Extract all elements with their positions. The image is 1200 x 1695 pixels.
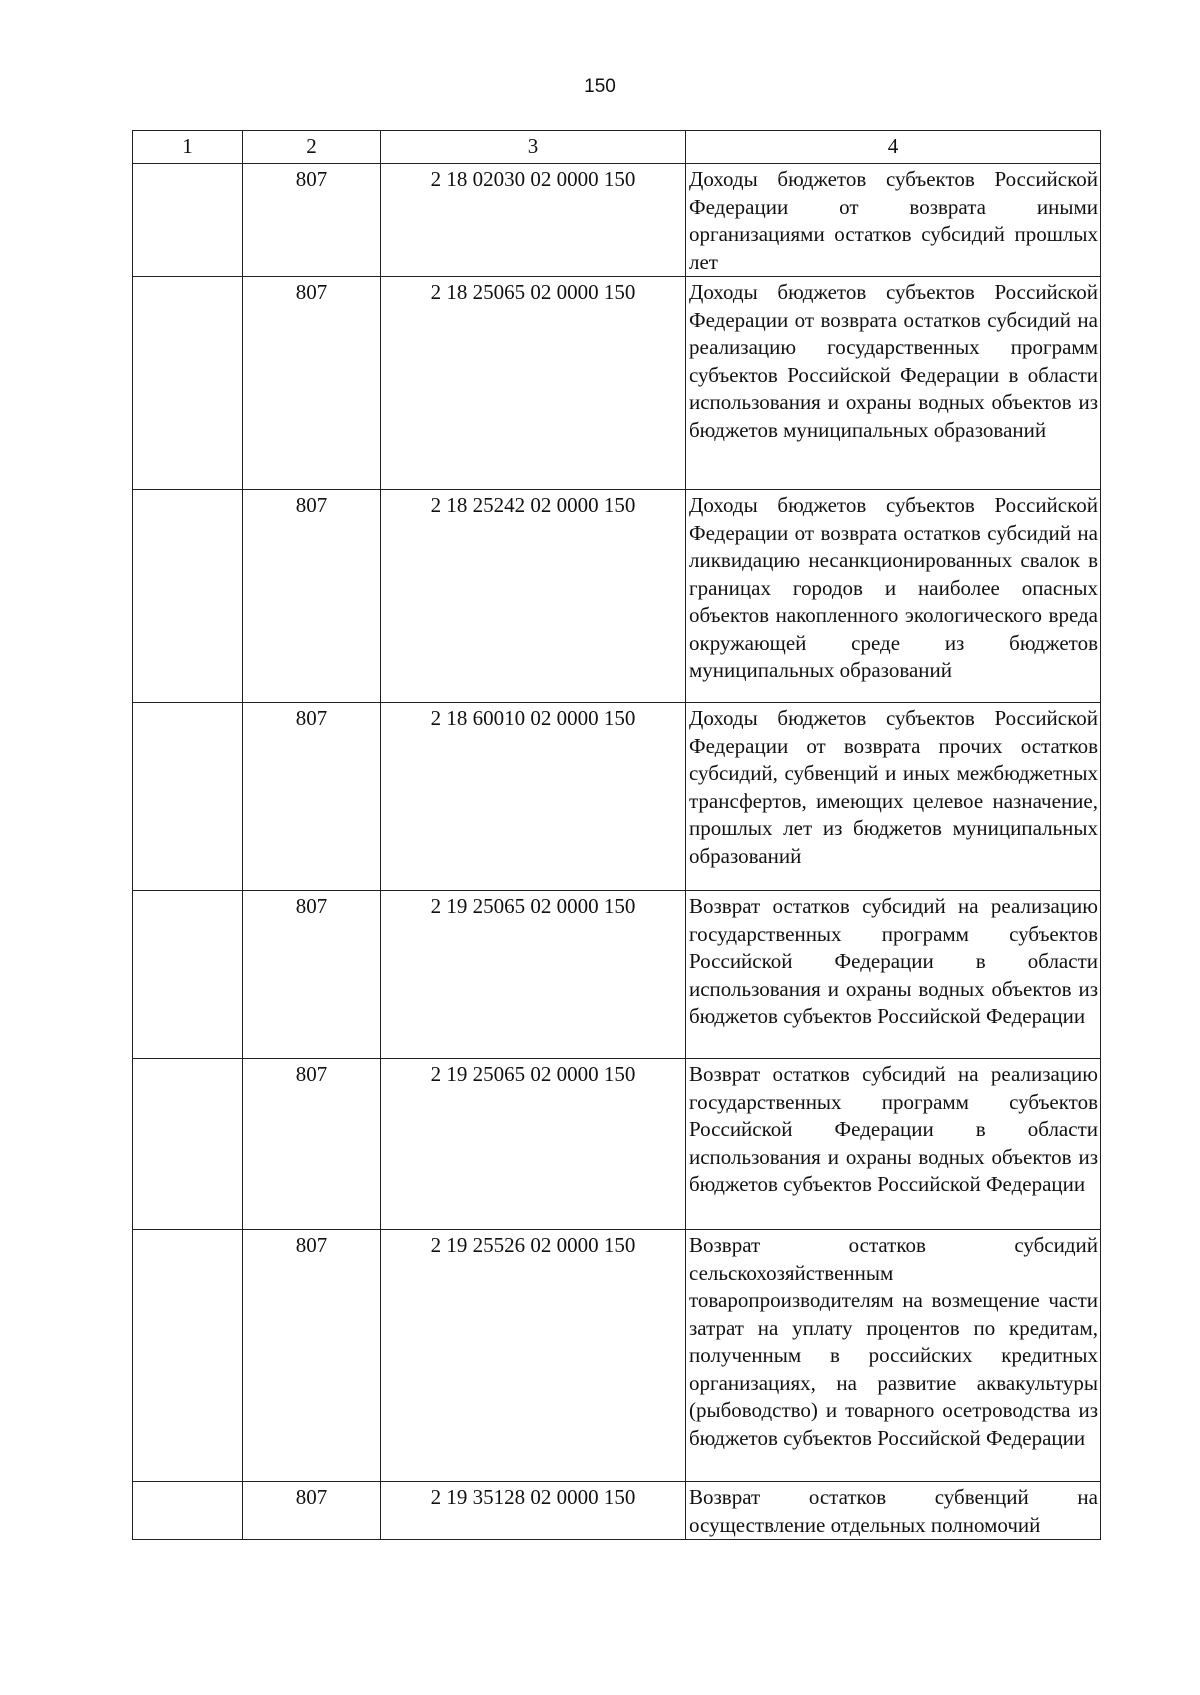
budget-code-cell: 2 19 35128 02 0000 150 xyxy=(381,1482,686,1540)
admin-code-cell: 807 xyxy=(243,1482,381,1540)
admin-code-cell: 807 xyxy=(243,1230,381,1482)
description-cell: Доходы бюджетов субъектов Российской Федерации от возврата иными организациями остатков субсидий прошлых лет xyxy=(686,164,1101,277)
table-row xyxy=(133,164,1101,277)
description-cell: Возврат остатков субсидий на реализацию государственных программ субъектов Российской Федерации в области использования и охраны водных объектов из бюджетов субъектов Российской Федерации xyxy=(686,1059,1101,1230)
header-row xyxy=(133,131,1101,164)
page-number: 150 xyxy=(584,76,616,97)
row-col1-cell xyxy=(133,1059,243,1230)
admin-code-cell: 807 xyxy=(243,1059,381,1230)
admin-code-cell: 807 xyxy=(243,891,381,1059)
budget-classification-table xyxy=(132,130,1101,1540)
budget-code-cell: 2 18 60010 02 0000 150 xyxy=(381,703,686,891)
budget-code-cell: 2 18 02030 02 0000 150 xyxy=(381,164,686,277)
description-cell: Доходы бюджетов субъектов Российской Федерации от возврата остатков субсидий на реализацию государственных программ субъектов Российской Федерации в области использования и охраны водных объектов из бюджетов муниципальных образований xyxy=(686,277,1101,490)
budget-code-cell: 2 18 25242 02 0000 150 xyxy=(381,490,686,703)
header-col-3: 3 xyxy=(381,131,686,164)
header-col-4: 4 xyxy=(686,131,1101,164)
description-cell: Возврат остатков субвенций на осуществление отдельных полномочий xyxy=(686,1482,1101,1540)
description-cell: Возврат остатков субсидий сельскохозяйственным товаропроизводителям на возмещение части затрат на уплату процентов по кредитам, полученным в российских кредитных организациях, на развитие аквакультуры (рыбоводство) и товарного осетроводства из бюджетов субъектов Российской Федерации xyxy=(686,1230,1101,1482)
row-col1-cell xyxy=(133,891,243,1059)
table-row xyxy=(133,277,1101,490)
row-col1-cell xyxy=(133,703,243,891)
admin-code-cell: 807 xyxy=(243,703,381,891)
row-col1-cell xyxy=(133,164,243,277)
admin-code-cell: 807 xyxy=(243,490,381,703)
table-row xyxy=(133,703,1101,891)
table-row xyxy=(133,490,1101,703)
row-col1-cell xyxy=(133,1230,243,1482)
budget-code-cell: 2 19 25526 02 0000 150 xyxy=(381,1230,686,1482)
description-cell: Возврат остатков субсидий на реализацию государственных программ субъектов Российской Федерации в области использования и охраны водных объектов из бюджетов субъектов Российской Федерации xyxy=(686,891,1101,1059)
description-cell: Доходы бюджетов субъектов Российской Федерации от возврата прочих остатков субсидий, субвенций и иных межбюджетных трансфертов, имеющих целевое назначение, прошлых лет из бюджетов муниципальных образований xyxy=(686,703,1101,891)
admin-code-cell: 807 xyxy=(243,277,381,490)
budget-code-cell: 2 19 25065 02 0000 150 xyxy=(381,891,686,1059)
row-col1-cell xyxy=(133,277,243,490)
table-header xyxy=(133,131,1101,164)
header-col-2: 2 xyxy=(243,131,381,164)
budget-code-cell: 2 19 25065 02 0000 150 xyxy=(381,1059,686,1230)
row-col1-cell xyxy=(133,490,243,703)
description-cell: Доходы бюджетов субъектов Российской Федерации от возврата остатков субсидий на ликвидацию несанкционированных свалок в границах городов и наиболее опасных объектов накопленного экологического вреда окружающей среде из бюджетов муниципальных образований xyxy=(686,490,1101,703)
header-col-1: 1 xyxy=(133,131,243,164)
admin-code-cell: 807 xyxy=(243,164,381,277)
table-row xyxy=(133,1482,1101,1540)
budget-code-cell: 2 18 25065 02 0000 150 xyxy=(381,277,686,490)
table-row xyxy=(133,891,1101,1059)
row-col1-cell xyxy=(133,1482,243,1540)
table-row xyxy=(133,1230,1101,1482)
table-body xyxy=(133,164,1101,1540)
table-row xyxy=(133,1059,1101,1230)
